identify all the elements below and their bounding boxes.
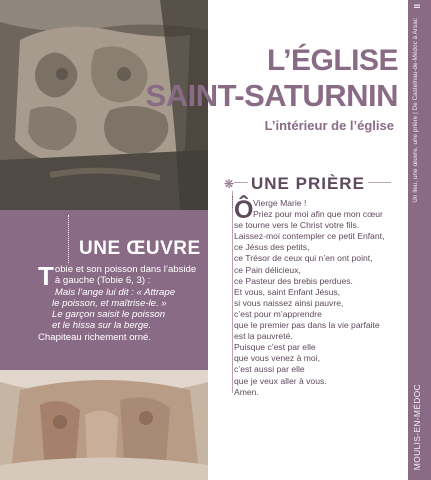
prayer-line: Puisque c’est par elle	[234, 342, 316, 353]
prayer-line: est la pauvreté.	[234, 331, 293, 342]
oeuvre-caption: Chapiteau richement orné.	[38, 331, 152, 343]
prayer-line: c’est aussi par elle	[234, 364, 305, 375]
prayer-line: que je veux aller à vous.	[234, 375, 327, 386]
oeuvre-description	[38, 261, 206, 343]
prayer-line: Priez pour moi afin que mon cœur	[253, 209, 383, 220]
priere-connector-line	[232, 196, 233, 208]
prayer-line: Et vous, saint Enfant Jésus,	[234, 286, 341, 297]
page-title-line1: L’ÉGLISE	[266, 44, 398, 77]
prayer-line: ce Pain délicieux,	[234, 264, 301, 275]
side-strip-page-marker: II	[413, 4, 422, 9]
prayer-line: Laissez-moi contempler ce petit Enfant,	[234, 231, 385, 242]
oeuvre-quote-line: Le garçon saisit le poisson	[52, 309, 166, 321]
prayer-line: ce Trésor de ceux qui n’en ont point,	[234, 253, 373, 264]
side-strip-series-text: Un lieu, une œuvre, une prière | De Castelnau-de-Médoc à Arsac	[412, 18, 419, 203]
ornament-icon: ❋	[224, 177, 235, 191]
priere-heading: UNE PRIÈRE	[248, 174, 368, 194]
side-strip-location-text: MOULIS-EN-MÉDOC	[412, 384, 422, 471]
oeuvre-heading: UNE ŒUVRE	[79, 238, 201, 259]
prayer-line: Amen.	[234, 386, 259, 397]
prayer-line: que le premier pas dans la vie parfaite	[234, 320, 380, 331]
page-subtitle: L’intérieur de l’église	[264, 118, 394, 133]
oeuvre-dropcap: T	[38, 261, 54, 291]
prayer-line: que vous venez à moi,	[234, 353, 320, 364]
prayer-line: ce Jésus des petits,	[234, 242, 310, 253]
prayer-text	[234, 198, 404, 398]
prayer-line: c’est pour m’apprendre	[234, 308, 322, 319]
oeuvre-quote-line: Mais l’ange lui dit : « Attrape	[54, 286, 176, 298]
oeuvre-intro-first: obie et son poisson dans l’abside	[54, 264, 197, 275]
oeuvre-quote-line: et le hissa sur la berge.	[52, 320, 152, 332]
prayer-line: ce Pasteur des brebis perdues.	[234, 275, 353, 286]
oeuvre-connector-line	[68, 215, 69, 263]
prayer-line: se tourne vers le Christ votre fils.	[234, 220, 360, 231]
oeuvre-intro-second: à gauche (Tobie 6, 3) :	[54, 275, 151, 287]
prayer-line: si vous naissez ainsi pauvre,	[234, 297, 344, 308]
prayer-dropcap: Ô	[234, 196, 254, 224]
prayer-line: Vierge Marie !	[253, 198, 307, 208]
apse-photo	[0, 370, 208, 480]
page-title-line2: SAINT-SATURNIN	[145, 78, 398, 113]
oeuvre-quote-line: le poisson, et maîtrise-le. »	[52, 297, 167, 309]
apse-fresco-illustration	[0, 370, 208, 480]
